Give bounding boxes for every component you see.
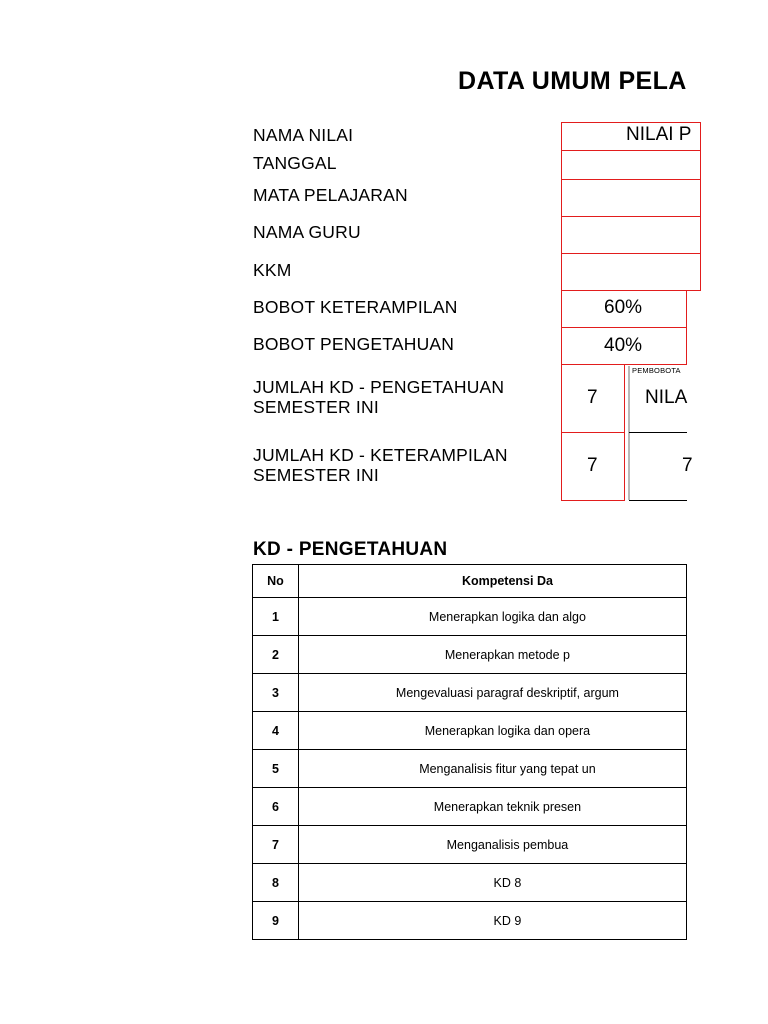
table-row[interactable] xyxy=(253,902,687,940)
nama-nilai-field[interactable] xyxy=(561,122,701,151)
row-kompetensi[interactable]: Menganalisis fitur yang tepat un xyxy=(298,750,686,788)
label-nama-nilai: NAMA NILAI xyxy=(253,125,354,145)
jumlah-kd-keterampilan-field[interactable] xyxy=(561,432,625,501)
kd-pengetahuan-table xyxy=(252,564,687,940)
table-row[interactable] xyxy=(253,636,687,674)
col-header-no: No xyxy=(253,565,299,598)
row-no: 7 xyxy=(253,826,299,864)
table-row[interactable] xyxy=(253,826,687,864)
pembobotan-divider xyxy=(628,366,630,500)
row-kompetensi[interactable]: Menerapkan logika dan algo xyxy=(298,598,686,636)
col-header-kompetensi: Kompetensi Da xyxy=(298,565,686,598)
label-bobot-keterampilan: BOBOT KETERAMPILAN xyxy=(253,297,458,317)
pembobotan-nilai-label: NILA xyxy=(645,387,688,408)
table-row[interactable] xyxy=(253,712,687,750)
row-kompetensi[interactable]: KD 8 xyxy=(298,864,686,902)
label-jumlah-kd-keterampilan: JUMLAH KD - KETERAMPILAN SEMESTER INI xyxy=(253,445,508,485)
jumlah-kd-keterampilan-value: 7 xyxy=(587,455,598,476)
row-no: 2 xyxy=(253,636,299,674)
jumlah-kd-pengetahuan-field[interactable] xyxy=(561,364,625,433)
row-kompetensi[interactable]: Menganalisis pembua xyxy=(298,826,686,864)
bobot-pengetahuan-field[interactable] xyxy=(561,327,687,365)
table-row[interactable] xyxy=(253,674,687,712)
row-no: 4 xyxy=(253,712,299,750)
page-title: DATA UMUM PELA xyxy=(458,67,687,95)
pembobotan-bottom-line xyxy=(629,500,687,501)
row-no: 6 xyxy=(253,788,299,826)
nama-guru-field[interactable] xyxy=(561,216,701,254)
row-kompetensi[interactable]: Menerapkan metode p xyxy=(298,636,686,674)
row-no: 9 xyxy=(253,902,299,940)
label-tanggal: TANGGAL xyxy=(253,153,337,173)
label-bobot-pengetahuan: BOBOT PENGETAHUAN xyxy=(253,334,455,354)
row-kompetensi[interactable]: KD 9 xyxy=(298,902,686,940)
table-row[interactable] xyxy=(253,788,687,826)
tanggal-field[interactable] xyxy=(561,150,701,180)
row-no: 5 xyxy=(253,750,299,788)
bobot-keterampilan-field[interactable] xyxy=(561,290,687,328)
kd-pengetahuan-heading: KD - PENGETAHUAN xyxy=(253,539,448,560)
row-no: 3 xyxy=(253,674,299,712)
bobot-pengetahuan-value: 40% xyxy=(604,335,643,356)
table-row[interactable] xyxy=(253,750,687,788)
mata-pelajaran-field[interactable] xyxy=(561,179,701,217)
pembobotan-label: PEMBOBOTA xyxy=(632,366,681,375)
label-nama-guru: NAMA GURU xyxy=(253,222,361,242)
table-row[interactable] xyxy=(253,864,687,902)
row-kompetensi[interactable]: Mengevaluasi paragraf deskriptif, argum xyxy=(298,674,686,712)
row-kompetensi[interactable]: Menerapkan teknik presen xyxy=(298,788,686,826)
table-header-row xyxy=(253,565,687,598)
table-row[interactable] xyxy=(253,598,687,636)
row-kompetensi[interactable]: Menerapkan logika dan opera xyxy=(298,712,686,750)
bobot-keterampilan-value: 60% xyxy=(604,297,643,318)
row-no: 8 xyxy=(253,864,299,902)
row-no: 1 xyxy=(253,598,299,636)
label-kkm: KKM xyxy=(253,260,292,280)
pembobotan-row-line xyxy=(629,432,687,433)
jumlah-kd-pengetahuan-value: 7 xyxy=(587,387,598,408)
pembobotan-value: 7 xyxy=(682,455,693,476)
label-jumlah-kd-pengetahuan: JUMLAH KD - PENGETAHUAN SEMESTER INI xyxy=(253,377,505,417)
kkm-field[interactable] xyxy=(561,253,701,291)
label-mata-pelajaran: MATA PELAJARAN xyxy=(253,185,408,205)
nama-nilai-value: NILAI P xyxy=(626,124,692,145)
